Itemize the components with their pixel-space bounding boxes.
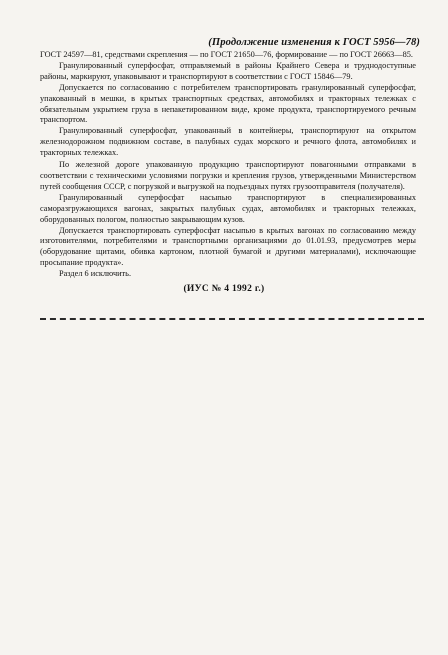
paragraph: Допускается транспортировать суперфосфат насыпью в крытых вагонах по согласованию между изготовителями, потребителями и транспортными организациями до 01.01.93, предусмотрев меры (оборудование щитами, обивка картоном, плотной бумагой и другими материалами), исключающие просыпание продукта». — [40, 225, 416, 268]
paragraph: Гранулированный суперфосфат, упакованный в контейнеры, транспортируют на открытом железнодорожном подвижном составе, в палубных судах морского и речного флота, автомобилях и тракторных тележках. — [40, 126, 416, 158]
paragraph: По железной дороге упакованную продукцию транспортируют повагонными отправками в соответствии с техническими условиями погрузки и крепления грузов, утвержденными Министерством путей сообщения СССР, с погрузкой и выгрузкой на подъездных путях грузоотправителя (получателя). — [40, 160, 416, 191]
paragraph: ГОСТ 24597—81, средствами скрепления — по ГОСТ 21650—76, формирование — по ГОСТ 26663—85. — [40, 50, 413, 59]
continuation-header: (Продолжение изменения к ГОСТ 5956—78) — [208, 37, 420, 48]
paragraph: Гранулированный суперфосфат, отправляемый в районы Крайнего Севера и труднодоступные районы, маркируют, упаковывают и транспортируют в соответствии с ГОСТ 15846—79. — [40, 60, 416, 81]
ius-footnote: (ИУС № 4 1992 г.) — [183, 284, 265, 294]
section-divider — [40, 318, 424, 320]
paragraph: Допускается по согласованию с потребителем транспортировать гранулированный суперфосфат, упакованный в мешки, в крытых транспортных средствах, автомобилях и тракторных тележках с обязательным укрытием груза в непакетированном виде, кроме продукта, транспортируемого речным транспортом. — [40, 82, 416, 125]
paragraph: Раздел 6 исключить. — [59, 269, 132, 279]
document-body — [40, 50, 416, 280]
paragraph: Гранулированный суперфосфат насыпью транспортируют в специализированных саморазгружающихся вагонах, закрытых палубных судах, автомобилях и тракторных тележках, оборудованных пологом, полностью закрывающим кузов. — [40, 192, 416, 224]
